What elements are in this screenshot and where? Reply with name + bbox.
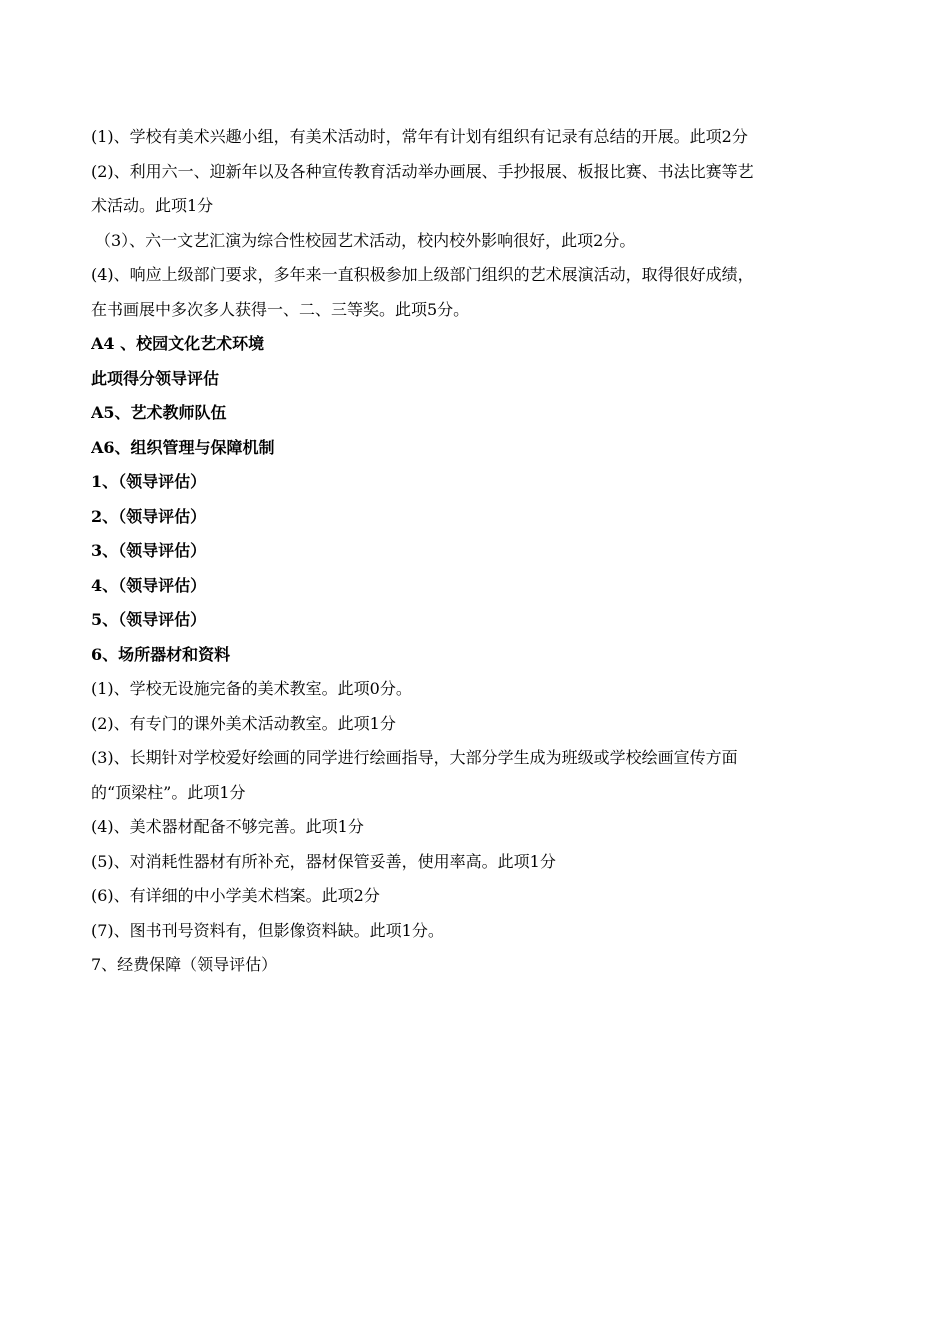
section-heading-a5: A5、艺术教师队伍 [91,403,227,422]
text-line-25: 7、经费保障（领导评估） [91,955,278,974]
list-item-5: 5、（领导评估） [91,610,207,629]
text-line-18: (2)、有专门的课外美术活动教室。此项1分 [91,713,396,733]
section-note-a4: 此项得分领导评估 [91,368,220,388]
text-line-4: （3）、六一文艺汇演为综合性校园艺术活动，校内校外影响很好，此项2分。 [95,230,636,250]
text-line-19: (3)、长期针对学校爱好绘画的同学进行绘画指导，大部分学生成为班级或学校绘画宣传方面 [91,748,738,767]
list-item-3: 3、（领导评估） [91,541,207,560]
text-line-21: (4)、美术器材配备不够完善。此项1分 [91,817,364,836]
text-line-1: (1)、学校有美术兴趣小组，有美术活动时，常年有计划有组织有记录有总结的开展。此项2分 [91,127,748,146]
text-line-20: 的“顶梁柱”。此项1分 [91,782,246,802]
list-item-2: 2、（领导评估） [91,506,207,526]
list-item-4: 4、（领导评估） [91,575,207,595]
text-line-3: 术活动。此项1分 [91,196,214,215]
text-line-17: (1)、学校无设施完备的美术教室。此项0分。 [91,679,412,698]
text-line-23: (6)、有详细的中小学美术档案。此项2分 [91,886,380,905]
text-line-5: (4)、响应上级部门要求，多年来一直积极参加上级部门组织的艺术展演活动，取得很好成绩， [91,265,754,284]
section-heading-6: 6、场所器材和资料 [91,644,231,664]
text-line-24: (7)、图书刊号资料有，但影像资料缺。此项1分。 [91,920,444,940]
section-heading-a6: A6、组织管理与保障机制 [91,437,275,457]
document-page [91,120,861,983]
text-line-2: (2)、利用六一、迎新年以及各种宣传教育活动举办画展、手抄报展、板报比赛、书法比赛等艺 [91,161,754,181]
text-line-6: 在书画展中多次多人获得一、二、三等奖。此项5分。 [91,299,470,319]
text-line-22: (5)、对消耗性器材有所补充，器材保管妥善，使用率高。此项1分 [91,851,556,871]
section-heading-a4: A4 、校园文化艺术环境 [91,334,265,353]
list-item-1: 1、（领导评估） [91,472,207,491]
